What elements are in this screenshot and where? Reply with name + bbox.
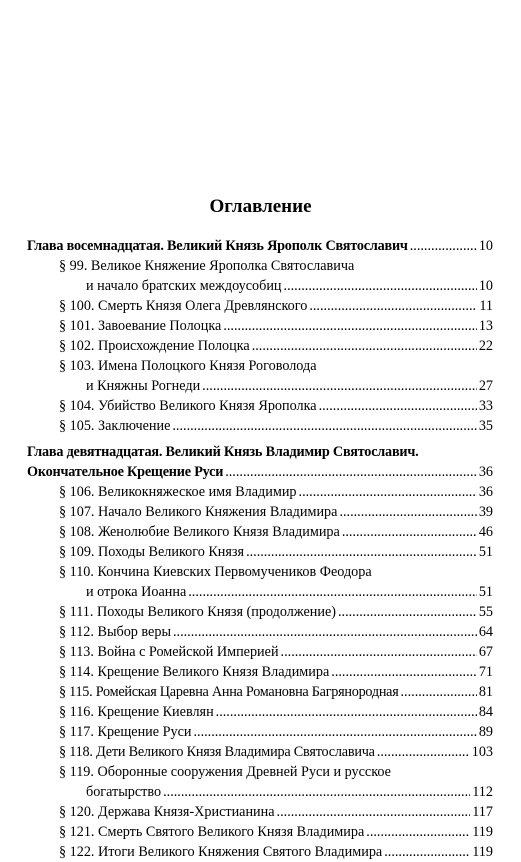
toc-entry-111[interactable]	[59, 602, 493, 622]
dot-leader	[246, 542, 477, 562]
entry-label-cont: и отрока Иоанна	[86, 584, 187, 600]
toc-entry-103-line1[interactable]	[59, 356, 317, 376]
dot-leader	[163, 782, 470, 802]
toc-entry-107[interactable]	[59, 502, 493, 522]
toc-entry-116[interactable]	[59, 702, 493, 722]
page-title: Оглавление	[209, 196, 312, 217]
page-number: 55	[478, 604, 493, 620]
page-number: 35	[478, 418, 493, 434]
toc-chapter-19-line1[interactable]	[27, 442, 419, 462]
toc-entry-119-line1[interactable]	[59, 762, 391, 782]
dot-leader	[342, 522, 477, 542]
toc-entry-108[interactable]	[59, 522, 493, 542]
dot-leader	[216, 702, 477, 722]
dot-leader	[384, 842, 470, 862]
entry-label: § 101. Завоевание Полоцка	[59, 318, 222, 334]
page-number: 11	[479, 298, 493, 314]
toc-entry-117[interactable]	[59, 722, 493, 742]
toc-entry-100[interactable]	[59, 296, 493, 316]
dot-leader	[202, 376, 477, 396]
entry-label: § 108. Женолюбие Великого Князя Владимира	[59, 524, 340, 540]
page-number: 81	[478, 684, 493, 700]
toc-entry-113[interactable]	[59, 642, 493, 662]
entry-label-cont: и начало братских междоусобиц	[86, 278, 282, 294]
toc-entry-115[interactable]	[59, 682, 493, 702]
toc-entry-118[interactable]	[59, 742, 493, 762]
dot-leader	[173, 622, 477, 642]
page-number: 119	[472, 844, 493, 860]
dot-leader	[401, 682, 477, 702]
entry-label: § 111. Походы Великого Князя (продолжение)	[59, 604, 336, 620]
page-number: 51	[478, 584, 493, 600]
page-number: 119	[472, 824, 493, 840]
dot-leader	[339, 502, 476, 522]
dot-leader	[338, 602, 477, 622]
entry-label: § 102. Происхождение Полоцка	[59, 338, 250, 354]
dot-leader	[193, 722, 476, 742]
page-number: 103	[471, 744, 493, 760]
toc-entry-103[interactable]	[86, 376, 493, 396]
page-number: 39	[478, 504, 493, 520]
toc-entry-121[interactable]	[59, 822, 493, 842]
entry-label-cont: и Княжны Рогнеди	[86, 378, 201, 394]
entry-label: § 100. Смерть Князя Олега Древлянского	[59, 298, 308, 314]
dot-leader	[331, 662, 477, 682]
entry-label: § 104. Убийство Великого Князя Ярополка	[59, 398, 317, 414]
dot-leader	[299, 482, 477, 502]
page-number: 36	[478, 484, 493, 500]
toc-entry-120[interactable]	[59, 802, 493, 822]
page-number: 33	[478, 398, 493, 414]
toc-entry-110-line1[interactable]	[59, 562, 372, 582]
dot-leader	[284, 276, 477, 296]
entry-label: § 107. Начало Великого Княжения Владимира	[59, 504, 338, 520]
dot-leader	[188, 582, 477, 602]
page-number: 46	[478, 524, 493, 540]
toc-entry-119[interactable]	[86, 782, 493, 802]
page-number: 112	[472, 784, 493, 800]
dot-leader	[309, 296, 477, 316]
entry-label-cont: богатырство	[86, 784, 162, 800]
chapter-title: Глава восемнадцатая. Великий Князь Ярополк Святославич	[27, 238, 408, 254]
entry-label: § 119. Оборонные сооружения Древней Руси и русское	[59, 764, 391, 780]
dot-leader	[223, 316, 476, 336]
entry-label: § 117. Крещение Руси	[59, 724, 192, 740]
entry-label: § 109. Походы Великого Князя	[59, 544, 245, 560]
entry-label: § 118. Дети Великого Князя Владимира Святославича	[59, 744, 375, 760]
toc-entry-112[interactable]	[59, 622, 493, 642]
toc-entry-102[interactable]	[59, 336, 493, 356]
toc-chapter-18[interactable]	[27, 236, 493, 256]
toc-entry-110[interactable]	[86, 582, 493, 602]
page-number: 117	[472, 804, 493, 820]
toc-entry-99[interactable]	[86, 276, 493, 296]
page-number: 64	[478, 624, 493, 640]
toc-entry-114[interactable]	[59, 662, 493, 682]
entry-label: § 106. Великокняжеское имя Владимир	[59, 484, 297, 500]
entry-label: § 113. Война с Ромейской Империей	[59, 644, 279, 660]
toc-chapter-19[interactable]	[27, 462, 493, 482]
page-number: 71	[478, 664, 493, 680]
entry-label: § 116. Крещение Киевлян	[59, 704, 214, 720]
page-number: 10	[478, 278, 493, 294]
entry-label: § 115. Ромейская Царевна Анна Романовна Багрянородная	[59, 684, 399, 700]
entry-label: § 120. Держава Князя-Христианина	[59, 804, 275, 820]
page-number: 13	[478, 318, 493, 334]
page-number: 51	[478, 544, 493, 560]
dot-leader	[319, 396, 477, 416]
dot-leader	[277, 802, 471, 822]
page-number: 84	[478, 704, 493, 720]
dot-leader	[366, 822, 470, 842]
dot-leader	[281, 642, 477, 662]
toc-entry-122[interactable]	[59, 842, 493, 862]
page-number: 89	[478, 724, 493, 740]
entry-label: § 110. Кончина Киевских Первомучеников Феодора	[59, 564, 372, 580]
dot-leader	[225, 462, 477, 482]
page-number: 22	[478, 338, 493, 354]
entry-label: § 103. Имена Полоцкого Князя Роговолода	[59, 358, 317, 374]
toc-entry-104[interactable]	[59, 396, 493, 416]
toc-entry-101[interactable]	[59, 316, 493, 336]
page-number: 67	[478, 644, 493, 660]
page-number: 10	[478, 238, 493, 254]
toc-entry-106[interactable]	[59, 482, 493, 502]
page-number: 36	[478, 464, 493, 480]
toc-entry-105[interactable]	[59, 416, 493, 436]
entry-label: § 121. Смерть Святого Великого Князя Владимира	[59, 824, 365, 840]
toc-entry-109[interactable]	[59, 542, 493, 562]
entry-label: § 114. Крещение Великого Князя Владимира	[59, 664, 330, 680]
entry-label: § 99. Великое Княжение Ярополка Святославича	[59, 258, 355, 274]
page-number: 27	[478, 378, 493, 394]
toc-entry-99-line1[interactable]	[59, 256, 354, 276]
dot-leader	[377, 742, 470, 762]
entry-label: § 112. Выбор веры	[59, 624, 171, 640]
chapter-title-cont: Окончательное Крещение Руси	[27, 464, 224, 480]
dot-leader	[410, 236, 477, 256]
entry-label: § 122. Итоги Великого Княжения Святого Владимира	[59, 844, 383, 860]
dot-leader	[252, 336, 477, 356]
chapter-title: Глава девятнадцатая. Великий Князь Владимир Святославич.	[27, 444, 419, 460]
entry-label: § 105. Заключение	[59, 418, 171, 434]
dot-leader	[172, 416, 476, 436]
